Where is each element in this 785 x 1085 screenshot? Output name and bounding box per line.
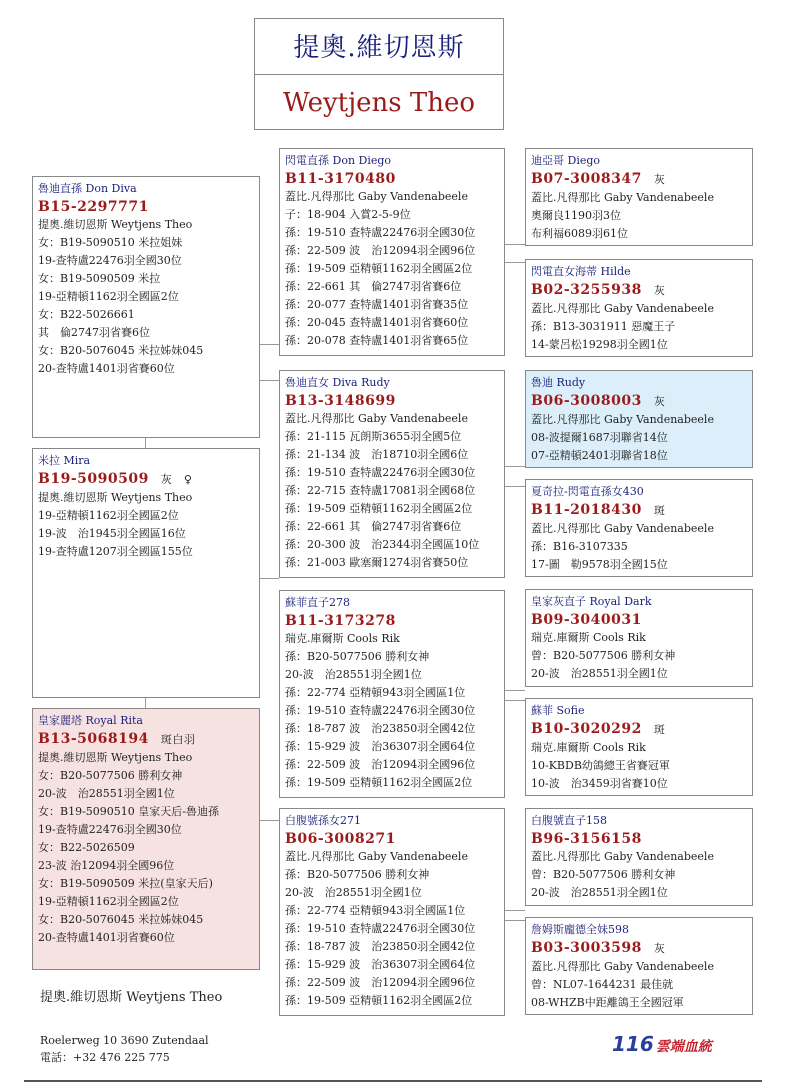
detail-line: 19-亞精頓1162羽全國區2位 [38,290,179,303]
detail-line: 女：B20-5076045 米拉姊妹045 [38,344,204,357]
detail-line: 提奧.維切恩斯 Weytjens Theo [38,218,193,231]
connector [505,244,525,245]
logo-text: 雲端血統 [655,1039,712,1055]
ring-number: B13-5068194 [38,731,149,747]
detail-line: 孫：19-510 查特盧22476羽全國30位 [285,226,476,239]
detail-line: 20-查特盧1401羽省賽60位 [38,931,175,944]
bird-name: 閃電直孫 Don Diego [285,154,392,167]
detail-line: 孫：21-134 波 治18710羽全國6位 [285,448,469,461]
bird-name: 魯迪 Rudy [531,376,586,389]
detail-line: 女：B19-5090509 米拉 [38,272,161,285]
detail-line: 孫：19-509 亞精頓1162羽全國區2位 [285,776,473,789]
pedigree-box-ggs-1 [525,148,753,246]
contact-block [40,1032,209,1066]
detail-line: 孫：19-510 查特盧22476羽全國30位 [285,922,476,935]
brand-logo [612,1032,712,1056]
detail-line: 19-波 治1945羽全國區16位 [38,527,186,540]
divider [24,1080,762,1082]
connector [505,920,525,921]
ring-number: B07-3008347 [531,171,642,187]
ring-number: B06-3008271 [285,831,396,847]
pedigree-box-sire-dam [279,370,505,578]
connector [260,380,279,381]
detail-line: 孫：20-077 查特盧1401羽省賽35位 [285,298,469,311]
detail-line: 曾：B20-5077506 勝利女神 [531,868,676,881]
detail-line: 20-波 治28551羽全國1位 [38,787,175,800]
detail-line: 孫：22-509 波 治12094羽全國96位 [285,976,476,989]
detail-line: 孫：15-929 波 治36307羽全國64位 [285,958,476,971]
detail-line: 其 倫2747羽省賽6位 [38,326,150,339]
bird-name: 閃電直女海蒂 Hilde [531,265,631,278]
detail-line: 曾：NL07-1644231 最佳就 [531,978,674,991]
detail-line: 曾：B20-5077506 勝利女神 [531,649,676,662]
pedigree-box-ggd-2 [525,698,753,796]
connector [505,700,525,701]
detail-line: 女：B22-5026509 [38,841,135,854]
detail-line: 孫：B20-5077506 勝利女神 [285,868,430,881]
detail-line: 蓋比.凡得那比 Gaby Vandenabeele [285,412,468,425]
detail-line: 女：B20-5077506 勝利女神 [38,769,183,782]
owner-name: 提奧.維切恩斯 Weytjens Theo [40,990,223,1005]
detail-line: 20-波 治28551羽全國1位 [531,886,668,899]
detail-line: 孫：22-774 亞精頓943羽全國區1位 [285,686,466,699]
detail-line: 19-查特盧22476羽全國30位 [38,254,182,267]
detail-line: 20-波 治28551羽全國1位 [285,668,422,681]
pedigree-box-dam [32,708,260,970]
detail-line: 孫：19-509 亞精頓1162羽全國區2位 [285,502,473,515]
detail-line: 19-亞精頓1162羽全國區2位 [38,895,179,908]
title-english: Weytjens Theo [282,88,476,118]
detail-line: 孫：20-300 波 治2344羽全國區10位 [285,538,480,551]
title-chinese: 提奧.維切恩斯 [255,19,503,75]
connector [260,344,279,345]
detail-line: 孫：B20-5077506 勝利女神 [285,650,430,663]
detail-line: 孫：18-787 波 治23850羽全國42位 [285,940,476,953]
ring-number: B15-2297771 [38,199,149,215]
detail-line: 女：B19-5090510 米拉姐妹 [38,236,183,249]
color-tag: 斑 [653,504,666,517]
logo-number: 116 [612,1032,654,1056]
ring-number: B09-3040031 [531,612,642,628]
color-tag: 灰 [653,284,666,297]
detail-line: 蓋比.凡得那比 Gaby Vandenabeele [531,191,714,204]
detail-line: 07-亞精頓2401羽聯省18位 [531,449,668,462]
detail-line: 女：B19-5090509 米拉(皇家天后) [38,877,213,890]
detail-line: 孫：22-509 波 治12094羽全國96位 [285,244,476,257]
detail-line: 瑞克.庫爾斯 Cools Rik [285,632,400,645]
detail-line: 08-波提爾1687羽聯省14位 [531,431,668,444]
detail-line: 孫：19-509 亞精頓1162羽全國區2位 [285,262,473,275]
detail-line: 19-查特盧22476羽全國30位 [38,823,182,836]
connector [505,262,525,263]
color-tag: 灰 [653,173,666,186]
ring-number: B11-3170480 [285,171,396,187]
ring-number: B13-3148699 [285,393,396,409]
ring-number: B10-3020292 [531,721,642,737]
pedigree-box-ggs-4 [525,479,753,577]
detail-line: 17-圖 勒9578羽全國15位 [531,558,668,571]
ring-number: B06-3008003 [531,393,642,409]
color-tag: 灰 [653,395,666,408]
detail-line: 孫：19-509 亞精頓1162羽全國區2位 [285,994,473,1007]
connector [145,438,146,448]
detail-line: 蓋比.凡得那比 Gaby Vandenabeele [285,850,468,863]
detail-line: 孫：22-774 亞精頓943羽全國區1位 [285,904,466,917]
detail-line: 20-波 治28551羽全國1位 [531,667,668,680]
bird-name: 白腹號直子158 [531,814,607,827]
connector [505,486,525,487]
pedigree-box-sire [32,176,260,438]
connector [505,910,525,911]
detail-line: 19-亞精頓1162羽全國區2位 [38,509,179,522]
pedigree-box-ggs-3 [525,370,753,468]
detail-line: 孫：22-661 其 倫2747羽省賽6位 [285,520,462,533]
ring-number: B19-5090509 [38,471,149,487]
ring-number: B11-3173278 [285,613,396,629]
detail-line: 蓋比.凡得那比 Gaby Vandenabeele [531,850,714,863]
detail-line: 蓋比.凡得那比 Gaby Vandenabeele [531,522,714,535]
detail-line: 14-蒙呂松19298羽全國1位 [531,338,668,351]
bird-name: 夏奇拉-閃電直孫女430 [531,485,644,498]
detail-line: 孫：22-661 其 倫2747羽省賽6位 [285,280,462,293]
detail-line: 孫：21-115 瓦朗斯3655羽全國5位 [285,430,462,443]
detail-line: 10-KBDB幼鴿總王省賽冠軍 [531,759,670,772]
bird-name: 迪亞哥 Diego [531,154,601,167]
pedigree-box-ggd-1 [525,589,753,687]
pedigree-box-ggd-4 [525,917,753,1015]
pedigree-box-dam-sire [279,590,505,798]
pedigree-box-dam-dam [279,808,505,1016]
detail-line: 蓋比.凡得那比 Gaby Vandenabeele [531,302,714,315]
detail-line: 孫：21-003 歐塞爾1274羽省賽50位 [285,556,469,569]
detail-line: 提奧.維切恩斯 Weytjens Theo [38,751,193,764]
ring-number: B96-3156158 [531,831,642,847]
bird-name: 魯迪直孫 Don Diva [38,182,137,195]
detail-line: 孫：15-929 波 治36307羽全國64位 [285,740,476,753]
pedigree-box-sibling [32,448,260,698]
detail-line: 孫：22-715 查特盧17081羽全國68位 [285,484,476,497]
connector [505,690,525,691]
bird-name: 蘇菲 Sofie [531,704,585,717]
bird-name: 魯迪直女 Diva Rudy [285,376,390,389]
ring-number: B02-3255938 [531,282,642,298]
detail-line: 孫：19-510 查特盧22476羽全國30位 [285,466,476,479]
connector [260,820,279,821]
detail-line: 19-查特盧1207羽全國區155位 [38,545,193,558]
detail-line: 08-WHZB中距離鴿王全國冠軍 [531,996,684,1009]
pedigree-box-sire-sire [279,148,505,356]
detail-line: 孫：B13-3031911 惡魔王子 [531,320,676,333]
detail-line: 10-波 治3459羽省賽10位 [531,777,668,790]
bird-name: 皇家灰直子 Royal Dark [531,595,652,608]
title-box [254,18,504,130]
pedigree-box-ggd-3 [525,808,753,906]
ring-number: B11-2018430 [531,502,642,518]
bird-name: 皇家麗塔 Royal Rita [38,714,143,727]
detail-line: 女：B22-5026661 [38,308,135,321]
detail-line: 蓋比.凡得那比 Gaby Vandenabeele [531,960,714,973]
color-tag: 灰 [653,942,666,955]
detail-line: 孫：B16-3107335 [531,540,628,553]
address: Roelerweg 10 3690 Zutendaal [40,1034,209,1047]
detail-line: 蓋比.凡得那比 Gaby Vandenabeele [285,190,468,203]
connector [505,466,525,467]
detail-line: 布利福6089羽61位 [531,227,628,240]
detail-line: 20-查特盧1401羽省賽60位 [38,362,175,375]
color-tag: 斑 [653,723,666,736]
color-tag: 斑白羽 [160,733,196,746]
detail-line: 孫：20-045 查特盧1401羽省賽60位 [285,316,469,329]
bird-name: 米拉 Mira [38,454,91,467]
detail-line: 孫：20-078 查特盧1401羽省賽65位 [285,334,469,347]
phone: 電話：+32 476 225 775 [40,1051,170,1064]
detail-line: 提奧.維切恩斯 Weytjens Theo [38,491,193,504]
detail-line: 孫：22-509 波 治12094羽全國96位 [285,758,476,771]
detail-line: 子：18-904 入賞2-5-9位 [285,208,411,221]
detail-line: 蓋比.凡得那比 Gaby Vandenabeele [531,413,714,426]
bird-name: 白腹號孫女271 [285,814,361,827]
color-tag: 灰 ♀ [160,473,193,486]
ring-number: B03-3003598 [531,940,642,956]
connector [260,578,279,579]
detail-line: 瑞克.庫爾斯 Cools Rik [531,741,646,754]
pedigree-box-ggs-2 [525,259,753,357]
connector [145,698,146,708]
detail-line: 孫：18-787 波 治23850羽全國42位 [285,722,476,735]
detail-line: 奧爾良1190羽3位 [531,209,621,222]
bird-name: 詹姆斯龐德全妹598 [531,923,629,936]
detail-line: 女：B20-5076045 米拉姊妹045 [38,913,204,926]
detail-line: 瑞克.庫爾斯 Cools Rik [531,631,646,644]
detail-line: 孫：19-510 查特盧22476羽全國30位 [285,704,476,717]
detail-line: 23-波 治12094羽全國96位 [38,859,175,872]
detail-line: 女：B19-5090510 皇家天后-魯迪孫 [38,805,219,818]
detail-line: 20-波 治28551羽全國1位 [285,886,422,899]
bird-name: 蘇菲直子278 [285,596,350,609]
